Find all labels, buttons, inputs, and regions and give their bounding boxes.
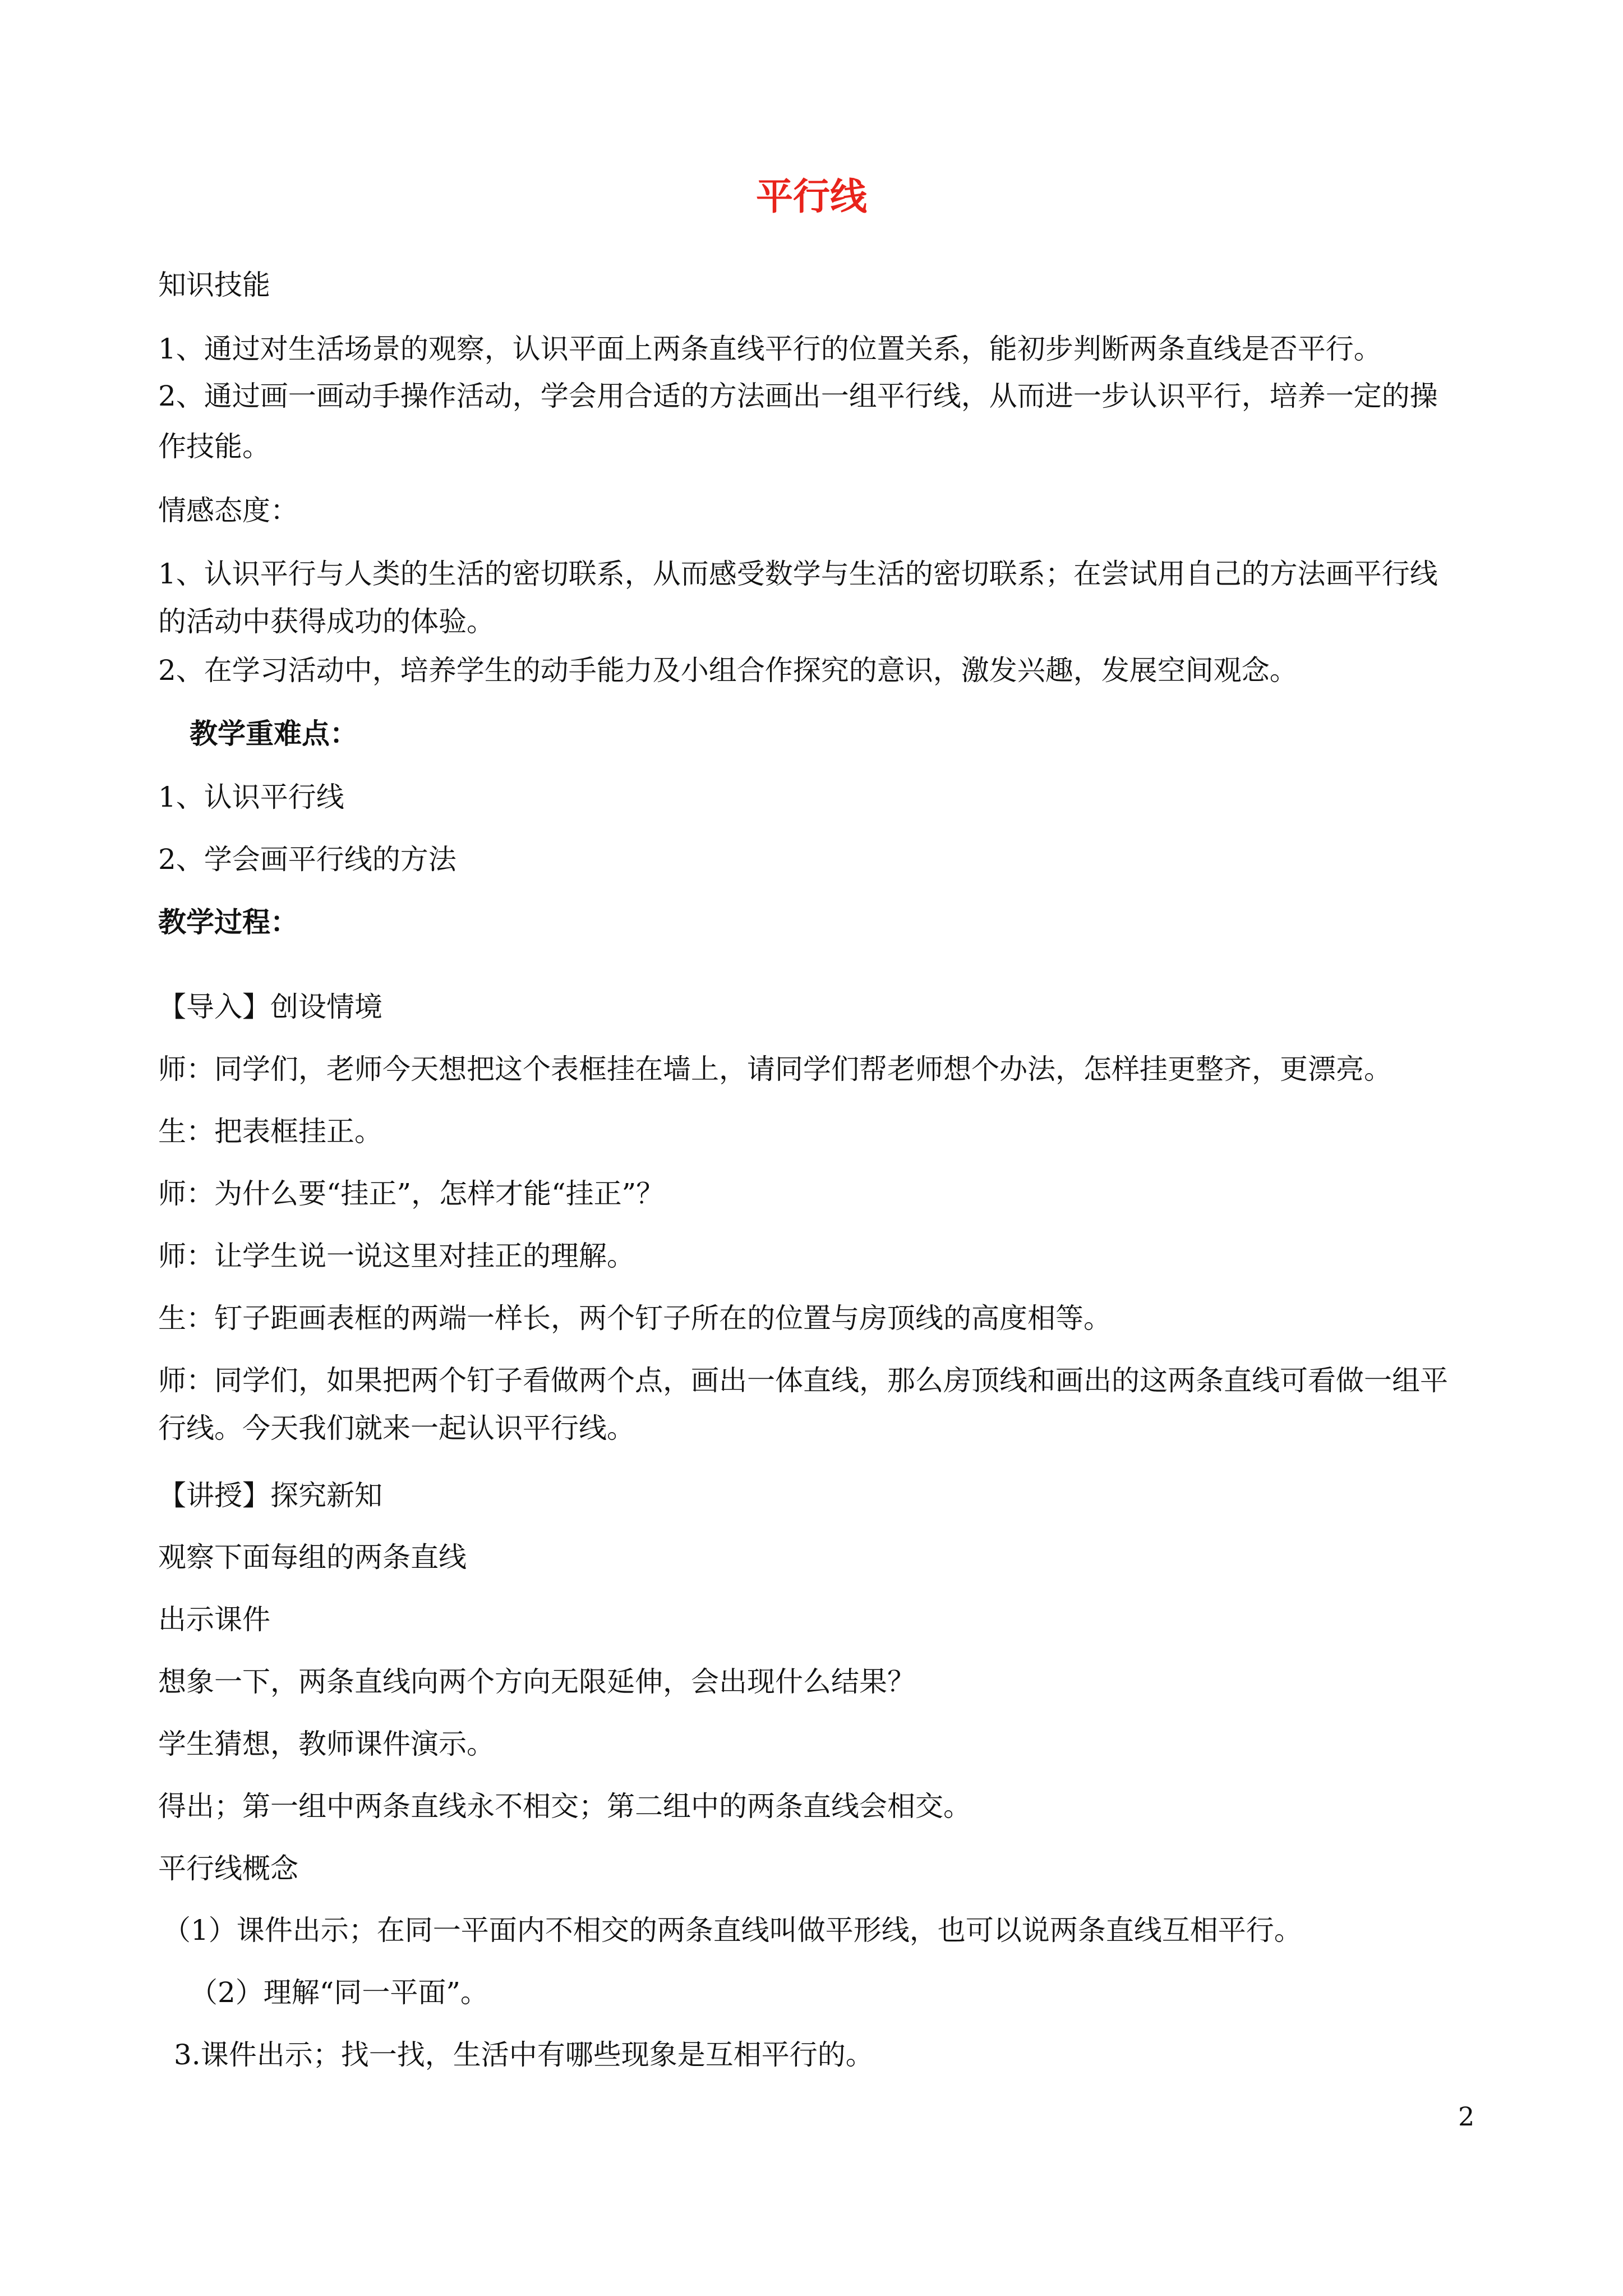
- dialog-line-4: 师：让学生说一说这里对挂正的理解。: [158, 1240, 635, 1272]
- concept-item-1: （1）课件出示；在同一平面内不相交的两条直线叫做平形线，也可以说两条直线互相平行。: [163, 1914, 1302, 1947]
- emotion-item-1-line-1: 1、认识平行与人类的生活的密切联系，从而感受数学与生活的密切联系；在尝试用自己的方法画平行线: [158, 558, 1438, 590]
- key-points-heading: 教学重难点：: [190, 717, 358, 750]
- skill-item-2-line-2: 作技能。: [158, 430, 270, 463]
- show-courseware-line: 出示课件: [158, 1603, 270, 1636]
- intro-heading: 【导入】创设情境: [158, 991, 382, 1023]
- guess-line: 学生猜想，教师课件演示。: [158, 1728, 495, 1760]
- skill-item-2-line-1: 2、通过画一画动手操作活动，学会用合适的方法画出一组平行线，从而进一步认识平行，培养一定的操: [158, 380, 1438, 412]
- concept-item-3: 3.课件出示；找一找，生活中有哪些现象是互相平行的。: [174, 2039, 874, 2071]
- concept-heading: 平行线概念: [158, 1852, 298, 1885]
- observe-line: 观察下面每组的两条直线: [158, 1541, 467, 1573]
- imagine-line: 想象一下，两条直线向两个方向无限延伸，会出现什么结果？: [158, 1665, 915, 1698]
- key-point-2: 2、学会画平行线的方法: [158, 843, 457, 876]
- skills-heading: 知识技能: [158, 269, 270, 301]
- emotion-heading: 情感态度：: [158, 494, 298, 527]
- key-point-1: 1、认识平行线: [158, 781, 344, 813]
- emotion-item-2: 2、在学习活动中，培养学生的动手能力及小组合作探究的意识，激发兴趣，发展空间观念。: [158, 654, 1298, 687]
- dialog-line-3: 师：为什么要“挂正”，怎样才能“挂正”？: [158, 1177, 665, 1210]
- concept-item-2: （2）理解“同一平面”。: [190, 1976, 488, 2009]
- dialog-line-6a: 师：同学们，如果把两个钉子看做两个点，画出一体直线，那么房顶线和画出的这两条直线可看做一组平: [158, 1364, 1448, 1397]
- skill-item-1: 1、通过对生活场景的观察，认识平面上两条直线平行的位置关系，能初步判断两条直线是否平行。: [158, 333, 1382, 365]
- process-heading: 教学过程：: [158, 905, 298, 938]
- dialog-line-2: 生：把表框挂正。: [158, 1115, 382, 1148]
- page-number: 2: [1458, 2101, 1475, 2132]
- dialog-line-6b: 行线。今天我们就来一起认识平行线。: [158, 1412, 635, 1444]
- emotion-item-1-line-2: 的活动中获得成功的体验。: [158, 605, 495, 638]
- teach-heading: 【讲授】探究新知: [158, 1479, 382, 1512]
- conclusion-line: 得出；第一组中两条直线永不相交；第二组中的两条直线会相交。: [158, 1790, 971, 1823]
- page-title: 平行线: [756, 174, 867, 218]
- dialog-line-5: 生：钉子距画表框的两端一样长，两个钉子所在的位置与房顶线的高度相等。: [158, 1302, 1112, 1335]
- dialog-line-1: 师：同学们，老师今天想把这个表框挂在墙上，请同学们帮老师想个办法，怎样挂更整齐，更漂亮。: [158, 1053, 1392, 1085]
